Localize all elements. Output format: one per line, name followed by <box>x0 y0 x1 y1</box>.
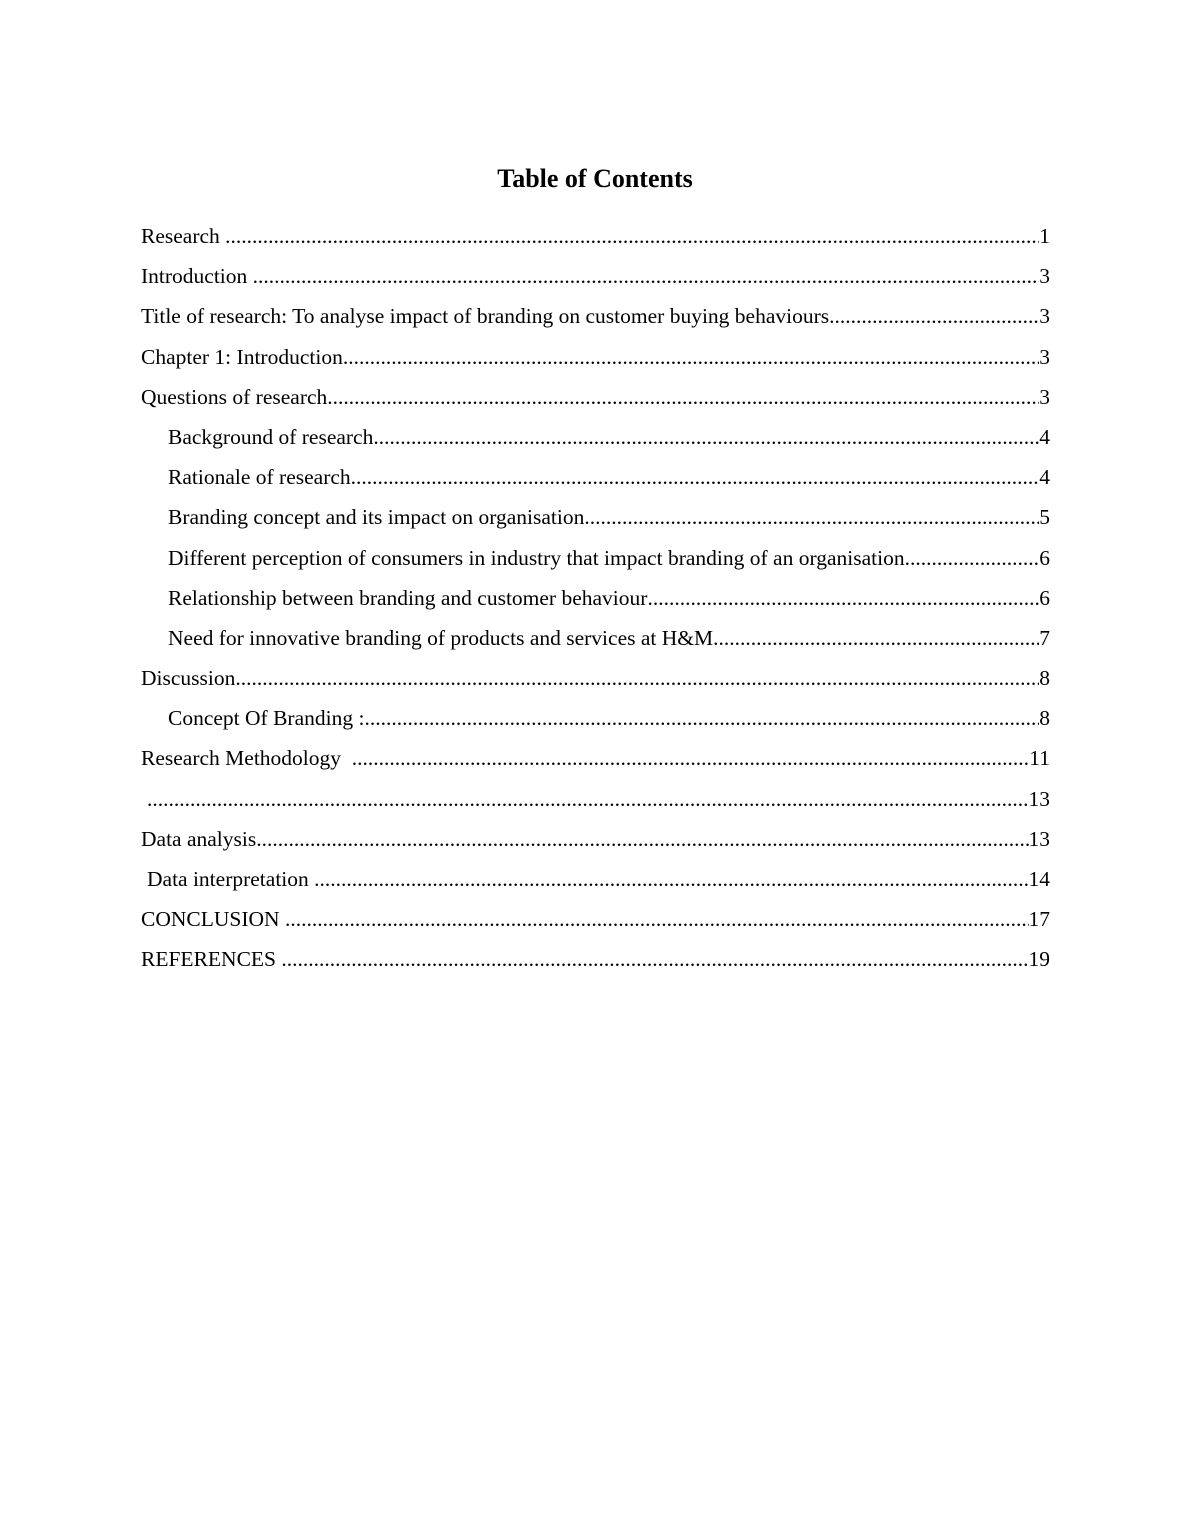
toc-entry-label: Concept Of Branding : <box>168 706 365 731</box>
toc-list <box>141 220 1050 984</box>
toc-leader-dots <box>253 260 1040 292</box>
toc-leader-dots <box>373 421 1039 453</box>
toc-entry[interactable] <box>141 622 1050 662</box>
toc-entry-label: Background of research <box>168 424 374 449</box>
toc-entry-page-number: 7 <box>1039 625 1050 650</box>
toc-leader-dots <box>829 300 1039 332</box>
toc-entry-label: Questions of research <box>141 384 328 409</box>
toc-entry[interactable] <box>141 260 1050 300</box>
toc-leader-dots <box>647 582 1039 614</box>
toc-entry-label: Data interpretation <box>147 867 315 891</box>
toc-entry-page-number: 19 <box>1028 947 1050 972</box>
toc-entry[interactable] <box>141 300 1050 340</box>
toc-entry[interactable] <box>141 582 1050 622</box>
toc-entry-page-number: 6 <box>1039 585 1050 610</box>
toc-entry-page-number: 13 <box>1028 826 1050 851</box>
toc-entry[interactable] <box>141 903 1050 943</box>
toc-entry-label: Branding concept and its impact on organisation <box>168 505 585 530</box>
toc-entry-page-number: 3 <box>1039 264 1050 289</box>
toc-entry-page-number: 1 <box>1039 224 1050 248</box>
toc-entry[interactable] <box>141 220 1050 260</box>
toc-entry[interactable] <box>141 742 1050 782</box>
toc-entry[interactable] <box>141 501 1050 541</box>
toc-entry[interactable] <box>141 341 1050 381</box>
toc-leader-dots <box>364 702 1039 734</box>
toc-leader-dots <box>327 381 1039 413</box>
toc-entry[interactable] <box>141 421 1050 461</box>
toc-entry-page-number: 11 <box>1029 746 1050 771</box>
toc-title: Table of Contents <box>497 164 693 193</box>
toc-entry-page-number: 5 <box>1039 505 1050 530</box>
toc-leader-dots <box>256 823 1028 855</box>
toc-leader-dots <box>285 903 1029 935</box>
toc-leader-dots <box>235 662 1039 694</box>
toc-entry-label: Data analysis <box>141 826 257 851</box>
toc-entry-label: Chapter 1: Introduction <box>141 344 343 369</box>
toc-entry-label: Title of research: To analyse impact of branding on customer buying behaviours <box>141 304 830 329</box>
toc-entry-label: CONCLUSION <box>141 907 285 932</box>
toc-leader-dots <box>225 220 1039 252</box>
toc-entry[interactable] <box>141 702 1050 742</box>
toc-entry-label: Relationship between branding and customer behaviour <box>168 585 648 610</box>
toc-entry-label: Research <box>141 224 226 248</box>
toc-entry-page-number: 3 <box>1039 384 1050 409</box>
toc-leader-dots <box>281 943 1028 975</box>
toc-leader-dots <box>905 542 1040 574</box>
toc-entry[interactable] <box>141 542 1050 582</box>
toc-leader-dots <box>584 501 1039 533</box>
toc-entry-label: Rationale of research <box>168 465 351 490</box>
toc-entry-page-number: 4 <box>1039 465 1050 490</box>
toc-entry[interactable] <box>141 783 1050 823</box>
toc-entry-page-number: 13 <box>1028 786 1050 811</box>
toc-entry-label: Need for innovative branding of products and services at H&M <box>168 625 714 650</box>
toc-entry[interactable] <box>141 943 1050 983</box>
toc-leader-dots <box>352 742 1030 774</box>
toc-entry-label: REFERENCES <box>141 947 282 972</box>
toc-entry-page-number: 4 <box>1039 424 1050 449</box>
toc-leader-dots <box>147 783 1029 815</box>
toc-entry[interactable] <box>141 662 1050 702</box>
toc-entry[interactable] <box>141 823 1050 863</box>
toc-entry-label: Discussion <box>141 666 236 691</box>
toc-entry[interactable] <box>141 461 1050 501</box>
toc-entry-label: Introduction <box>141 264 253 289</box>
toc-entry-page-number: 8 <box>1039 706 1050 731</box>
toc-entry-page-number: 8 <box>1039 666 1050 691</box>
toc-entry-page-number: 3 <box>1039 344 1050 369</box>
toc-entry-page-number: 14 <box>1028 867 1050 891</box>
toc-leader-dots <box>713 622 1039 654</box>
toc-entry[interactable] <box>141 863 1050 903</box>
toc-entry-page-number: 6 <box>1039 545 1050 570</box>
toc-entry[interactable] <box>141 381 1050 421</box>
toc-entry-page-number: 17 <box>1028 907 1050 932</box>
toc-entry-page-number: 3 <box>1039 304 1050 329</box>
toc-entry-label: Different perception of consumers in industry that impact branding of an organisation <box>168 545 905 570</box>
toc-leader-dots <box>343 341 1039 373</box>
toc-leader-dots <box>351 461 1040 493</box>
toc-entry-label: Research Methodology <box>141 746 352 771</box>
toc-leader-dots <box>314 863 1028 895</box>
